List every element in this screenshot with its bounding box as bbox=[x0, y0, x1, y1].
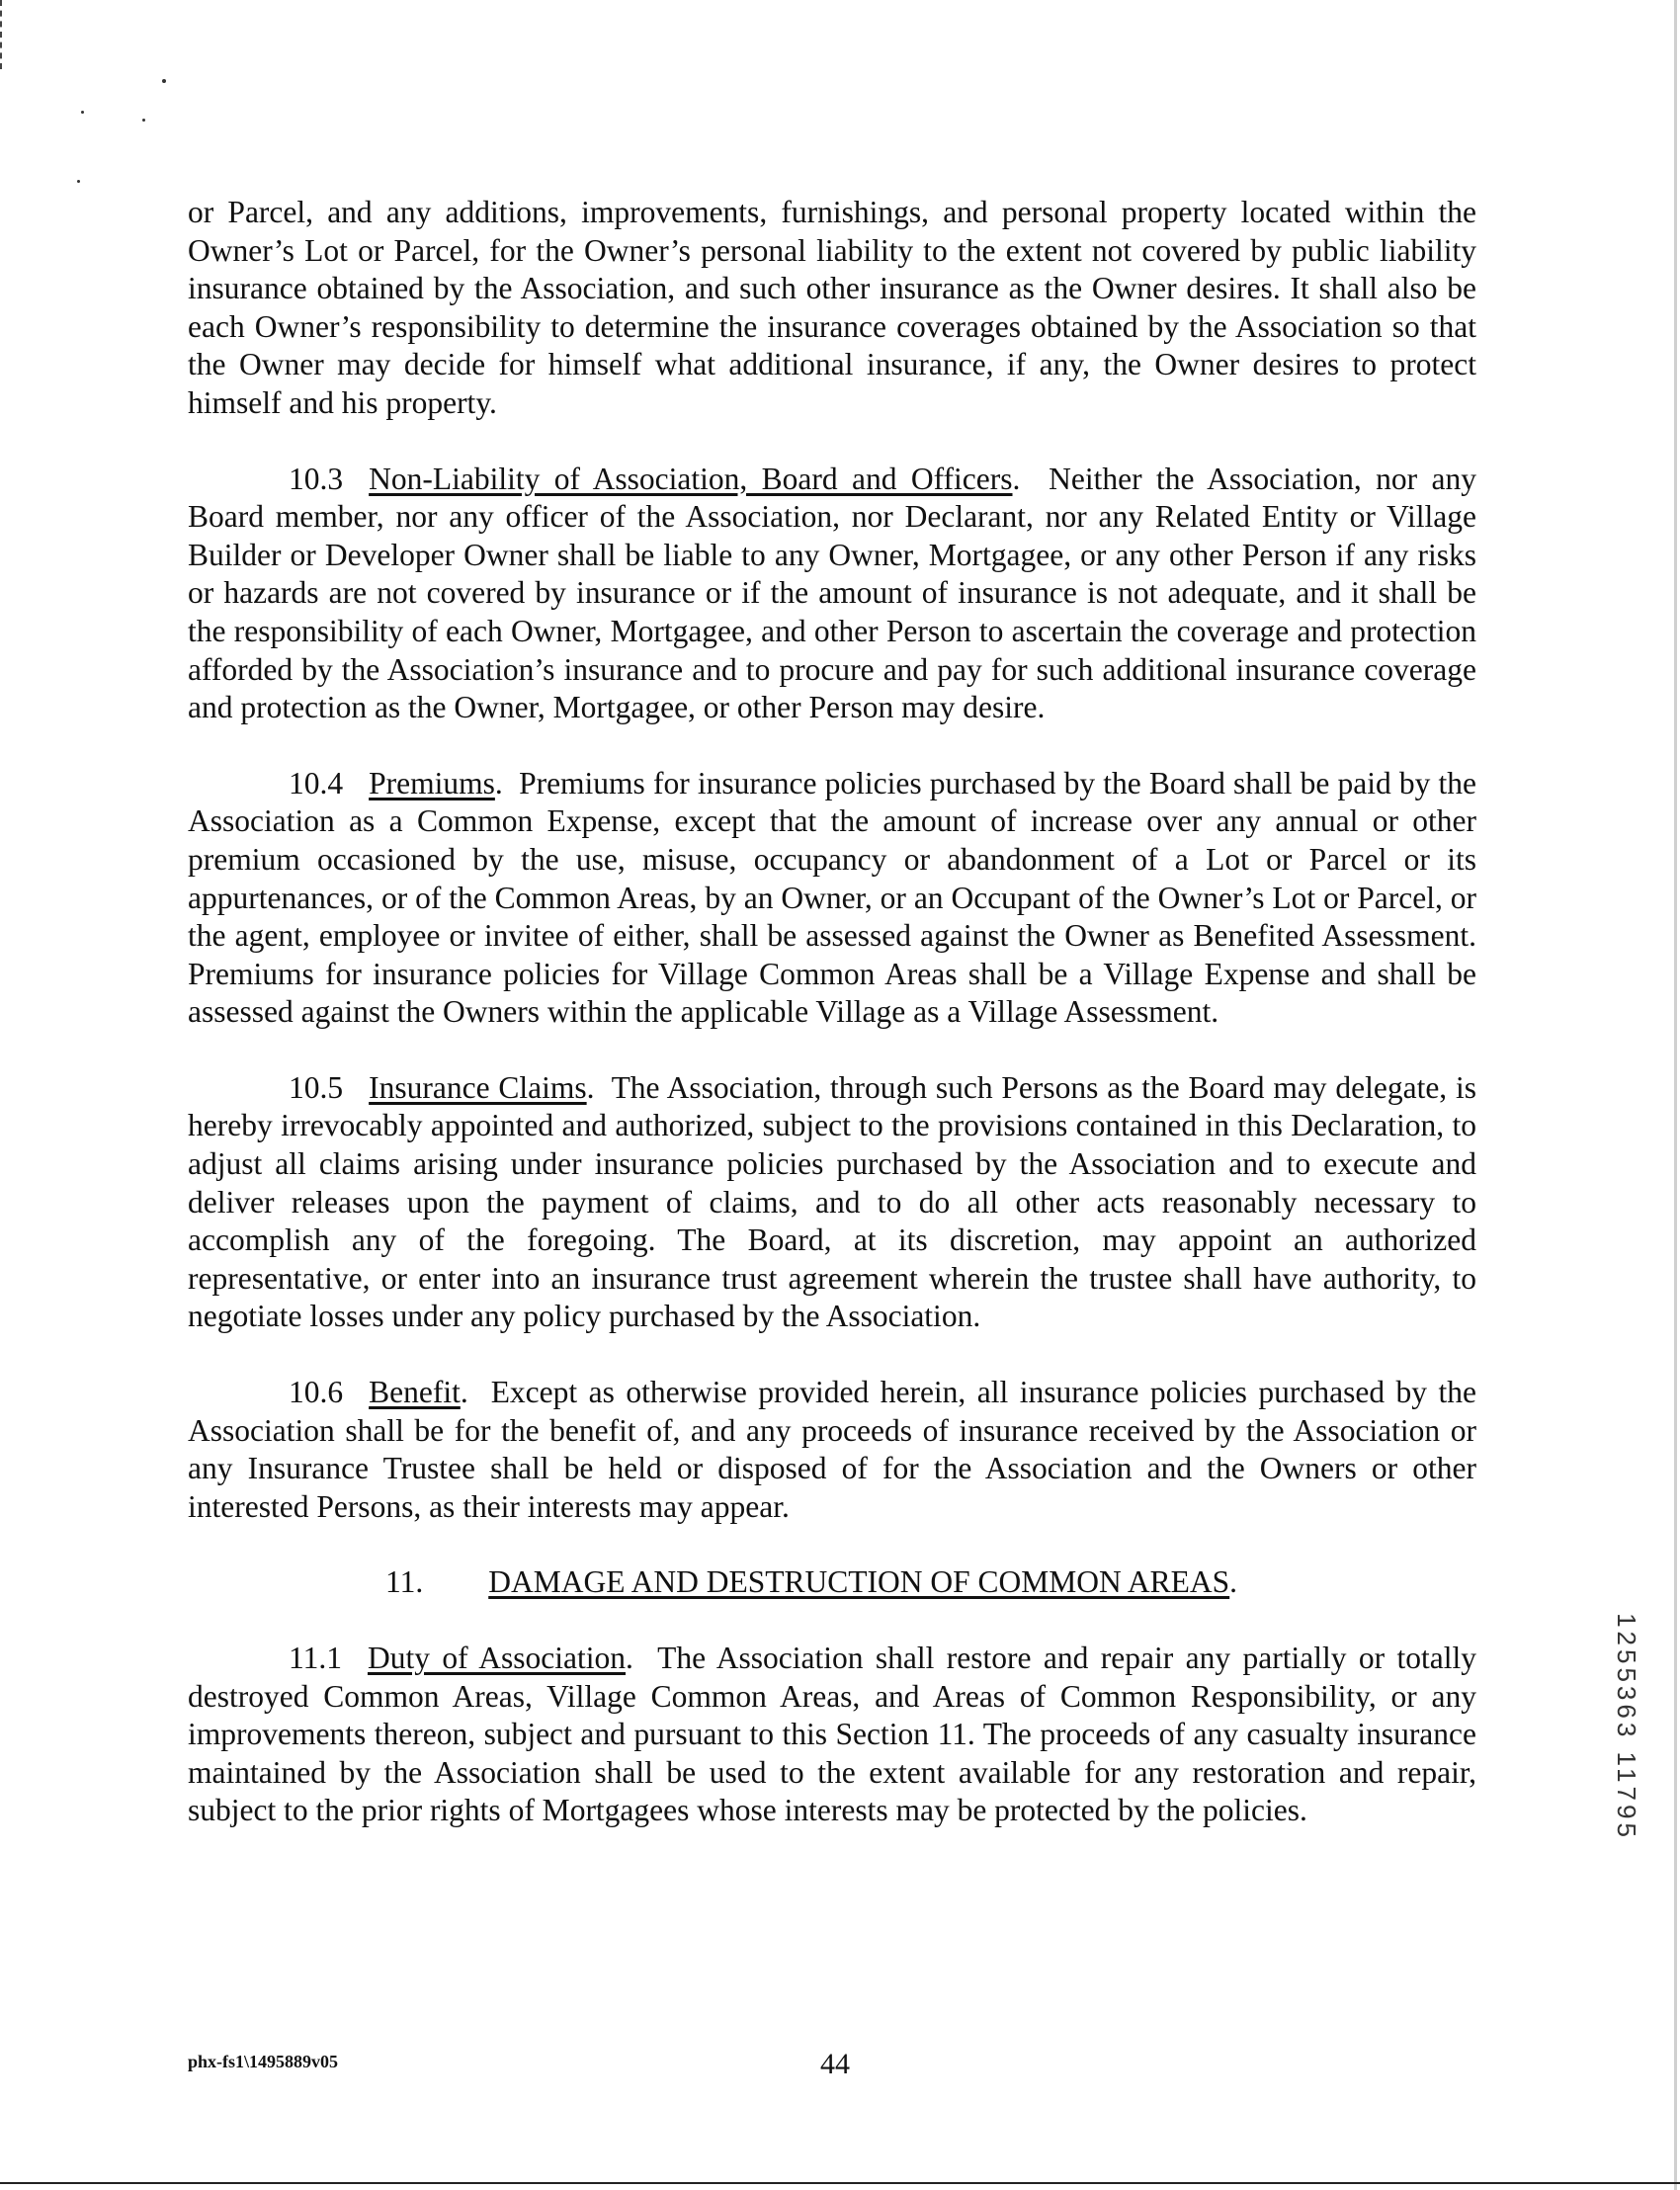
section-10-6: 10.6 Benefit. Except as otherwise provided herein, all insurance policies purchased by the Association shall be for the benefit of, and any proceeds of insurance received by the Association or any Insurance Trustee shall be held or disposed of for the Association and the Owners or other interested Persons, as their interests may appear. bbox=[188, 1375, 1477, 1524]
scan-edge-shadow bbox=[1674, 0, 1677, 2190]
heading-suffix: . bbox=[1229, 1564, 1238, 1600]
section-text: The Association shall restore and repair any partially or totally destroyed Common Areas, Village Common Areas, and Areas of Common Responsibility, or any improvements thereon, subject and pursuant to this Section 11. The proceeds of any casualty insurance maintained by the Association shall be used to the extent available for any restoration and repair, subject to the prior rights of Mortgagees whose interests may be protected by the policies. bbox=[188, 1641, 1476, 1828]
footer-doc-id: phx-fs1\1495889v05 bbox=[188, 2052, 339, 2071]
section-number: 10.5 bbox=[289, 1069, 344, 1105]
scan-bottom-line bbox=[0, 2182, 1680, 2184]
scan-speck bbox=[162, 79, 166, 83]
recording-stamp-text: 1255363 11795 bbox=[1611, 1612, 1641, 1841]
section-title: Insurance Claims bbox=[369, 1069, 587, 1105]
paragraph-continued bbox=[188, 194, 1476, 423]
section-number: 10.6 bbox=[289, 1375, 344, 1410]
section-title: Premiums bbox=[369, 765, 495, 800]
document-body bbox=[188, 194, 1476, 1868]
scan-speck bbox=[142, 119, 145, 122]
section-text: Neither the Association, nor any Board member, nor any officer of the Association, nor Declarant, nor any Related Entity or Village Builder or Developer Owner shall be liable to any Owner, Mortgagee, or any other Person if any risks or hazards are not covered by insurance or if the amount of insurance is not adequate, and it shall be the responsibility of each Owner, Mortgagee, and other Person to ascertain the coverage and protection afforded by the Association’s insurance and to procure and pay for such additional insurance coverage and protection as the Owner, Mortgagee, or other Person may desire. bbox=[188, 461, 1476, 725]
section-10-3: 10.3 Non-Liability of Association, Board and Officers. Neither the Association, nor any Board member, nor any officer of the Association, nor Declarant, nor any Related Entity or Village Builder or Developer Owner shall be liable to any Owner, Mortgagee, or any other Person if any risks or hazards are not covered by insurance or if the amount of insurance is not adequate, and it shall be the responsibility of each Owner, Mortgagee, and other Person to ascertain the coverage and protection afforded by the Association’s insurance and to procure and pay for such additional insurance coverage and protection as the Owner, Mortgagee, or other Person may desire. bbox=[188, 461, 1476, 725]
section-title: Benefit bbox=[369, 1375, 461, 1410]
section-text: Premiums for insurance policies purchased by the Board shall be paid by the Association as a Common Expense, except that the amount of increase over any annual or other premium occasioned by the use, misuse, occupancy or abandonment of a Lot or Parcel or its appurtenances, or of the Common Areas, by an Owner, or an Occupant of the Owner’s Lot or Parcel, or the agent, employee or invitee of either, shall be assessed against the Owner as Benefited Assessment. Premiums for insurance policies for Village Common Areas shall be a Village Expense and shall be assessed against the Owners within the applicable Village as a Village Assessment. bbox=[188, 765, 1477, 1030]
scan-edge-mark bbox=[0, 0, 4, 69]
heading-number: 11. bbox=[385, 1564, 424, 1600]
section-text: Except as otherwise provided herein, all insurance policies purchased by the Association shall be for the benefit of, and any proceeds of insurance received by the Association or any Insurance Trustee shall be held or disposed of for the Association and the Owners or other interested Persons, as their interests may appear. bbox=[188, 1375, 1477, 1524]
recording-stamp bbox=[1609, 1593, 1642, 1860]
page-number: 44 bbox=[820, 2048, 850, 2080]
scan-speck bbox=[81, 111, 84, 114]
section-number: 10.3 bbox=[289, 461, 344, 496]
paragraph-text: or Parcel, and any additions, improvements, furnishings, and personal property located within the Owner’s Lot or Parcel, for the Owner’s personal liability to the extent not covered by public liability insurance obtained by the Association, and such other insurance as the Owner desires. It shall also be each Owner’s responsibility to determine the insurance coverages obtained by the Association so that the Owner may decide for himself what additional insurance, if any, the Owner desires to protect himself and his property. bbox=[188, 195, 1476, 420]
heading-title: DAMAGE AND DESTRUCTION OF COMMON AREAS bbox=[488, 1564, 1230, 1600]
section-10-4: 10.4 Premiums. Premiums for insurance policies purchased by the Board shall be paid by the Association as a Common Expense, except that the amount of increase over any annual or other premium occasioned by the use, misuse, occupancy or abandonment of a Lot or Parcel or its appurtenances, or of the Common Areas, by an Owner, or an Occupant of the Owner’s Lot or Parcel, or the agent, employee or invitee of either, shall be assessed against the Owner as Benefited Assessment. Premiums for insurance policies for Village Common Areas shall be a Village Expense and shall be assessed against the Owners within the applicable Village as a Village Assessment. bbox=[188, 765, 1477, 1030]
section-title: Non-Liability of Association, Board and Officers bbox=[369, 461, 1013, 496]
section-number: 10.4 bbox=[289, 765, 344, 800]
section-10-5: 10.5 Insurance Claims. The Association, through such Persons as the Board may delegate, is hereby irrevocably appointed and authorized, subject to the provisions contained in this Declaration, to adjust all claims arising under insurance policies purchased by the Association and to execute and deliver releases upon the payment of claims, and to do all other acts reasonably necessary to accomplish any of the foregoing. The Board, at its discretion, may appoint an authorized representative, or enter into an insurance trust agreement wherein the trustee shall have authority, to negotiate losses under any policy purchased by the Association. bbox=[188, 1069, 1476, 1334]
section-11-heading bbox=[188, 1563, 1476, 1602]
section-11-1: 11.1 Duty of Association. The Association shall restore and repair any partially or totally destroyed Common Areas, Village Common Areas, and Areas of Common Responsibility, or any improvements thereon, subject and pursuant to this Section 11. The proceeds of any casualty insurance maintained by the Association shall be used to the extent available for any restoration and repair, subject to the prior rights of Mortgagees whose interests may be protected by the policies. bbox=[188, 1641, 1476, 1828]
section-text: The Association, through such Persons as the Board may delegate, is hereby irrevocably appointed and authorized, subject to the provisions contained in this Declaration, to adjust all claims arising under insurance policies purchased by the Association and to execute and deliver releases upon the payment of claims, and to do all other acts reasonably necessary to accomplish any of the foregoing. The Board, at its discretion, may appoint an authorized representative, or enter into an insurance trust agreement wherein the trustee shall have authority, to negotiate losses under any policy purchased by the Association. bbox=[188, 1069, 1476, 1334]
section-number: 11.1 bbox=[289, 1641, 342, 1675]
scan-speck bbox=[77, 180, 80, 183]
section-title: Duty of Association bbox=[367, 1641, 627, 1675]
